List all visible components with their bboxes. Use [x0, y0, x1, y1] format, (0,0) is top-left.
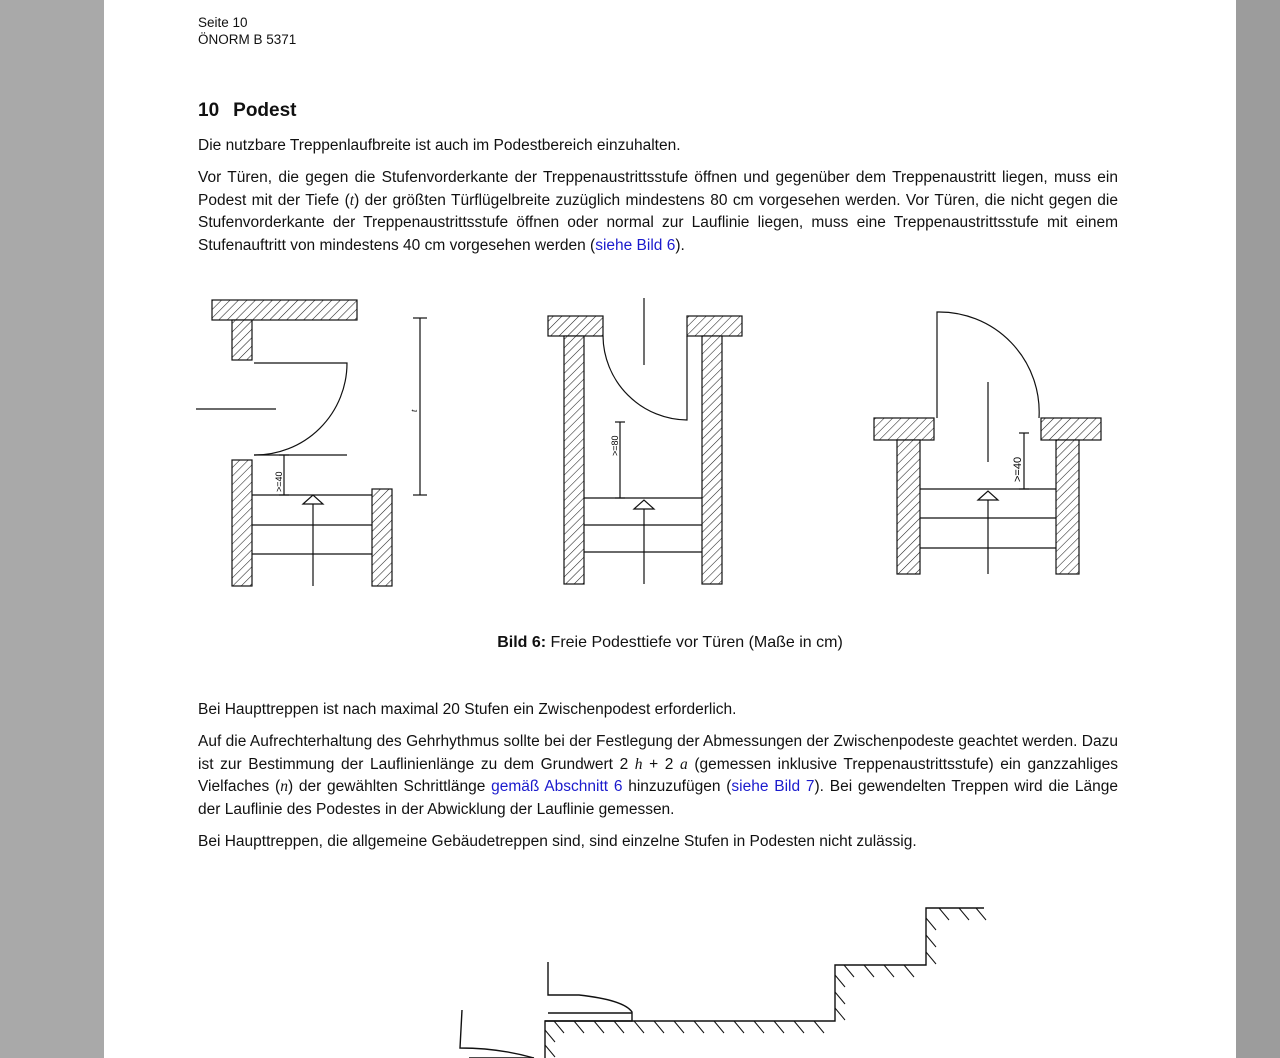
figure-6-drawing — [104, 290, 1236, 600]
shoe-right — [545, 962, 632, 1021]
link-bild-6[interactable]: siehe Bild 6 — [595, 237, 676, 255]
middle-top-right-wall — [687, 316, 742, 336]
middle-left-wall — [564, 336, 584, 584]
left-top-stub — [232, 320, 252, 360]
link-bild-7[interactable]: siehe Bild 7 — [731, 778, 815, 796]
right-right-wall — [1056, 440, 1079, 574]
right-left-wall — [897, 440, 920, 574]
right-top-right-wall — [1041, 418, 1101, 440]
paragraph-4: Auf die Aufrechterhaltung des Gehrhythmus sollte bei der Festlegung der Abmessungen der Zwischenpodeste geachtet werden. Dazu ist zur Bestimmung der Lauflinienlänge zu dem Grundwert 2 h + 2 a (gemessen inklusive Treppenaustrittsstufe) ein ganzzahliges Vielfaches (n) der gewählten Schrittlänge gemäß Abschnitt 6 hinzuzufügen (siehe Bild 7). Bei gewendelten Treppen wird die Länge der Lauflinie des Podestes in der Abwicklung der Lauflinie gemessen. — [198, 733, 1119, 819]
left-top-wall — [212, 300, 357, 320]
paragraph-1: Die nutzbare Treppenlaufbreite ist auch im Podestbereich einzuhalten. — [198, 137, 681, 154]
figure-6-caption: Bild 6: Freie Podesttiefe vor Türen (Maße in cm) — [497, 634, 843, 651]
variable-t: t — [349, 191, 355, 209]
paragraph-3: Bei Haupttreppen ist nach maximal 20 Stufen ein Zwischenpodest erforderlich. — [198, 701, 737, 718]
stair-profile — [545, 908, 984, 1058]
link-abschnitt-6[interactable]: gemäß Abschnitt 6 — [491, 778, 623, 796]
middle-right-wall — [702, 336, 722, 584]
paragraph-5: Bei Haupttreppen, die allgemeine Gebäudetreppen sind, sind einzelne Stufen in Podesten nicht zulässig. — [198, 833, 917, 850]
section-heading — [198, 100, 297, 122]
norm-title: ÖNORM B 5371 — [198, 32, 297, 47]
page-number: Seite 10 — [198, 15, 248, 30]
middle-top-left-wall — [548, 316, 603, 336]
left-lower-wall — [232, 460, 252, 586]
viewer-margin — [1236, 0, 1280, 1058]
right-top-left-wall — [874, 418, 934, 440]
figure-7-drawing — [104, 900, 1236, 1058]
dim-right-40: >=40 — [1012, 456, 1024, 482]
paragraph-2: Vor Türen, die gegen die Stufenvorderkante der Treppenaustrittsstufe öffnen und gegenüber dem Treppenaustritt liegen, muss ein Podest mit der Tiefe (t) der größten Türflügelbreite zuzüglich mindestens 80 cm vorgesehen werden. Vor Türen, die nicht gegen die Stufenvorderkante der Treppenaustrittsstufe öffnen oder normal zur Lauflinie liegen, muss eine Treppenaustrittsstufe mit einem Stufenauftritt von mindestens 40 cm vorgesehen werden (siehe Bild 6). — [198, 169, 1118, 255]
dim-left-t: t — [409, 409, 419, 412]
dim-middle-80: >=80 — [610, 435, 620, 456]
middle-door-swing — [603, 336, 687, 420]
shoe-left — [460, 1010, 534, 1058]
left-stair-wall — [372, 489, 392, 586]
section-number: 10 — [198, 100, 220, 121]
dim-left-40: >=40 — [274, 471, 284, 492]
section-title: Podest — [233, 100, 297, 121]
document-page — [104, 0, 1236, 1058]
